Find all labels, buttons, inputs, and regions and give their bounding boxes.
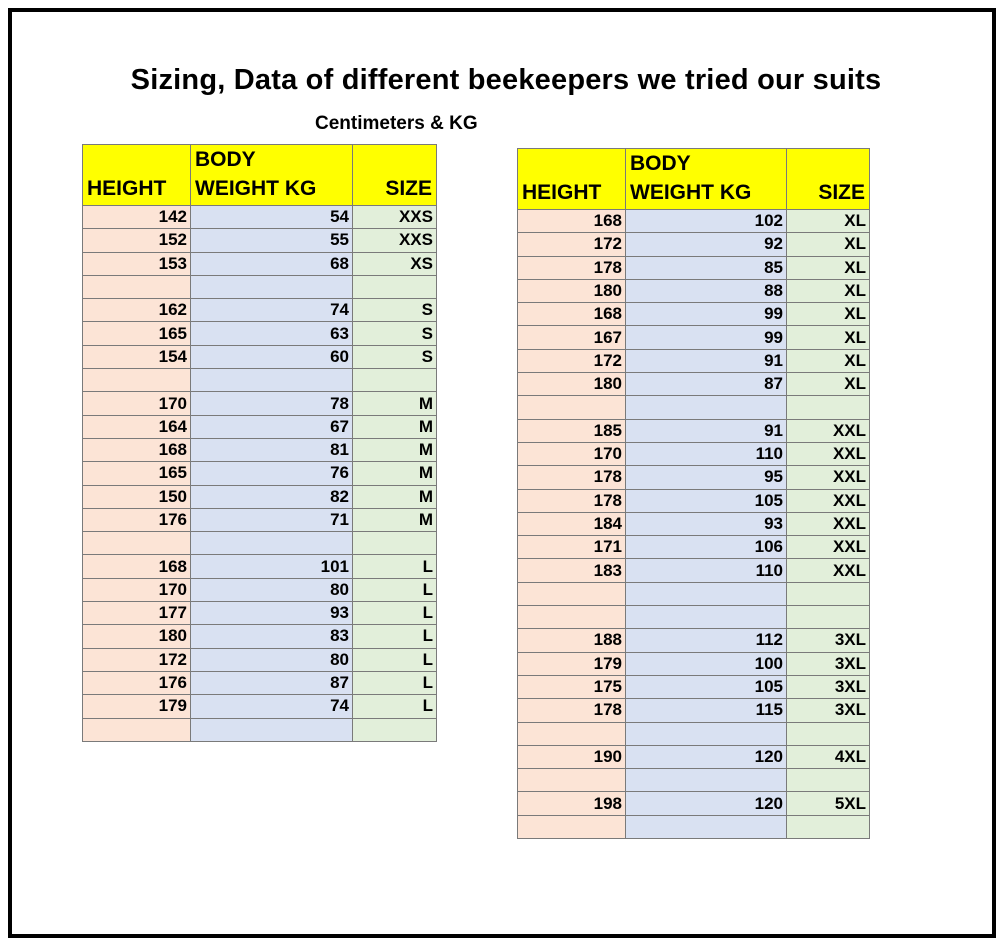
table-row <box>518 699 870 722</box>
table-row <box>518 419 870 442</box>
height-cell: 165 <box>83 462 191 485</box>
table-row <box>518 792 870 815</box>
height-cell <box>83 718 191 741</box>
height-cell: 170 <box>83 578 191 601</box>
height-cell: 183 <box>518 559 626 582</box>
weight-cell: 95 <box>626 466 787 489</box>
weight-cell: 92 <box>626 233 787 256</box>
header-size: SIZE <box>353 145 437 206</box>
table-row <box>83 532 437 555</box>
table-row <box>518 652 870 675</box>
height-cell: 175 <box>518 675 626 698</box>
height-cell <box>518 722 626 745</box>
size-cell: 3XL <box>787 675 870 698</box>
height-cell: 167 <box>518 326 626 349</box>
weight-cell: 100 <box>626 652 787 675</box>
height-cell: 165 <box>83 322 191 345</box>
size-cell: L <box>353 625 437 648</box>
table-row <box>83 275 437 298</box>
size-cell: XXL <box>787 419 870 442</box>
weight-cell <box>191 275 353 298</box>
header-weight-line1: BODY <box>195 148 256 171</box>
weight-cell: 78 <box>191 392 353 415</box>
table-row <box>518 210 870 233</box>
size-cell <box>787 396 870 419</box>
height-cell <box>83 275 191 298</box>
height-cell: 198 <box>518 792 626 815</box>
table-row <box>83 718 437 741</box>
table-row <box>83 695 437 718</box>
size-cell: 3XL <box>787 699 870 722</box>
table-row <box>83 415 437 438</box>
weight-cell: 110 <box>626 442 787 465</box>
weight-cell: 87 <box>191 671 353 694</box>
size-cell: XXL <box>787 442 870 465</box>
table-row <box>518 675 870 698</box>
size-cell: M <box>353 392 437 415</box>
header-body-weight <box>191 145 353 206</box>
size-cell <box>353 369 437 392</box>
table-row <box>83 369 437 392</box>
sizing-table-left <box>82 144 437 742</box>
table-row <box>518 373 870 396</box>
height-cell: 154 <box>83 345 191 368</box>
weight-cell: 71 <box>191 508 353 531</box>
table-row <box>83 625 437 648</box>
height-cell: 188 <box>518 629 626 652</box>
height-cell: 176 <box>83 508 191 531</box>
height-cell <box>518 606 626 629</box>
size-cell: XL <box>787 349 870 372</box>
table-header-row <box>83 145 437 206</box>
table-row <box>518 256 870 279</box>
header-height: HEIGHT <box>83 145 191 206</box>
table-row <box>518 233 870 256</box>
size-cell: XL <box>787 373 870 396</box>
weight-cell: 99 <box>626 303 787 326</box>
height-cell: 150 <box>83 485 191 508</box>
height-cell: 172 <box>83 648 191 671</box>
table-row <box>83 438 437 461</box>
table-body-right <box>518 210 870 839</box>
weight-cell: 93 <box>191 602 353 625</box>
table-row <box>83 252 437 275</box>
size-cell: L <box>353 648 437 671</box>
weight-cell <box>626 396 787 419</box>
size-cell: XS <box>353 252 437 275</box>
table-row <box>518 769 870 792</box>
size-cell: XXL <box>787 536 870 559</box>
table-row <box>518 606 870 629</box>
size-cell: 3XL <box>787 652 870 675</box>
height-cell: 168 <box>518 303 626 326</box>
table-row <box>518 396 870 419</box>
weight-cell: 115 <box>626 699 787 722</box>
weight-cell: 83 <box>191 625 353 648</box>
height-cell: 172 <box>518 233 626 256</box>
table-row <box>83 299 437 322</box>
height-cell: 170 <box>83 392 191 415</box>
table-row <box>83 229 437 252</box>
weight-cell <box>626 815 787 838</box>
weight-cell: 63 <box>191 322 353 345</box>
size-cell: XL <box>787 210 870 233</box>
weight-cell: 91 <box>626 419 787 442</box>
weight-cell: 99 <box>626 326 787 349</box>
height-cell: 179 <box>83 695 191 718</box>
table-row <box>83 462 437 485</box>
height-cell: 178 <box>518 489 626 512</box>
size-cell: L <box>353 578 437 601</box>
table-row <box>83 648 437 671</box>
table-row <box>518 279 870 302</box>
weight-cell <box>626 769 787 792</box>
size-cell: S <box>353 299 437 322</box>
table-row <box>83 322 437 345</box>
table-row <box>83 508 437 531</box>
height-cell: 184 <box>518 512 626 535</box>
table-row <box>518 326 870 349</box>
weight-cell: 60 <box>191 345 353 368</box>
table-body-left <box>83 206 437 742</box>
size-cell: M <box>353 485 437 508</box>
size-cell: 4XL <box>787 745 870 768</box>
height-cell: 172 <box>518 349 626 372</box>
table-row <box>518 303 870 326</box>
weight-cell: 68 <box>191 252 353 275</box>
size-cell: XXL <box>787 559 870 582</box>
size-cell: L <box>353 555 437 578</box>
table-row <box>83 206 437 229</box>
size-cell: XXS <box>353 206 437 229</box>
table-row <box>518 466 870 489</box>
table-row <box>518 815 870 838</box>
weight-cell: 91 <box>626 349 787 372</box>
size-cell <box>787 606 870 629</box>
height-cell: 178 <box>518 466 626 489</box>
weight-cell <box>191 718 353 741</box>
weight-cell: 74 <box>191 299 353 322</box>
height-cell: 185 <box>518 419 626 442</box>
weight-cell: 120 <box>626 745 787 768</box>
weight-cell: 87 <box>626 373 787 396</box>
weight-cell: 102 <box>626 210 787 233</box>
height-cell: 152 <box>83 229 191 252</box>
height-cell: 180 <box>83 625 191 648</box>
table-row <box>83 671 437 694</box>
height-cell: 178 <box>518 699 626 722</box>
header-body-weight <box>626 149 787 210</box>
size-cell: S <box>353 345 437 368</box>
weight-cell: 67 <box>191 415 353 438</box>
table-row <box>518 442 870 465</box>
weight-cell: 55 <box>191 229 353 252</box>
table-row <box>518 629 870 652</box>
table-row <box>518 559 870 582</box>
height-cell: 168 <box>83 438 191 461</box>
page-subtitle: Centimeters & KG <box>315 113 478 134</box>
weight-cell: 120 <box>626 792 787 815</box>
height-cell <box>518 769 626 792</box>
weight-cell <box>191 369 353 392</box>
table-row <box>83 485 437 508</box>
weight-cell: 54 <box>191 206 353 229</box>
size-cell: XL <box>787 303 870 326</box>
height-cell: 180 <box>518 373 626 396</box>
weight-cell <box>626 582 787 605</box>
size-cell: XXS <box>353 229 437 252</box>
size-cell: M <box>353 415 437 438</box>
height-cell: 176 <box>83 671 191 694</box>
size-cell: M <box>353 462 437 485</box>
weight-cell: 105 <box>626 675 787 698</box>
table-row <box>83 345 437 368</box>
size-cell: M <box>353 438 437 461</box>
table-row <box>83 578 437 601</box>
page-title: Sizing, Data of different beekeepers we tried our suits <box>130 64 882 96</box>
size-cell <box>353 718 437 741</box>
size-cell <box>353 532 437 555</box>
size-cell: M <box>353 508 437 531</box>
height-cell: 142 <box>83 206 191 229</box>
height-cell: 190 <box>518 745 626 768</box>
height-cell: 162 <box>83 299 191 322</box>
height-cell: 177 <box>83 602 191 625</box>
header-weight-line2: WEIGHT KG <box>630 181 752 204</box>
weight-cell: 80 <box>191 648 353 671</box>
size-cell: L <box>353 671 437 694</box>
weight-cell <box>191 532 353 555</box>
header-height: HEIGHT <box>518 149 626 210</box>
weight-cell: 101 <box>191 555 353 578</box>
weight-cell: 85 <box>626 256 787 279</box>
weight-cell: 74 <box>191 695 353 718</box>
header-weight-line2: WEIGHT KG <box>195 177 317 200</box>
size-cell <box>787 722 870 745</box>
weight-cell <box>626 606 787 629</box>
size-cell: XXL <box>787 466 870 489</box>
size-cell <box>787 769 870 792</box>
size-cell: S <box>353 322 437 345</box>
header-weight-line1: BODY <box>630 152 691 175</box>
weight-cell: 105 <box>626 489 787 512</box>
weight-cell: 106 <box>626 536 787 559</box>
weight-cell: 88 <box>626 279 787 302</box>
size-cell: 5XL <box>787 792 870 815</box>
height-cell: 164 <box>83 415 191 438</box>
table-row <box>83 602 437 625</box>
weight-cell: 76 <box>191 462 353 485</box>
size-cell: XXL <box>787 489 870 512</box>
table-row <box>518 512 870 535</box>
sizing-table-right <box>517 148 870 839</box>
table-row <box>518 745 870 768</box>
size-cell: XL <box>787 233 870 256</box>
height-cell: 180 <box>518 279 626 302</box>
size-cell: XL <box>787 326 870 349</box>
size-cell: XXL <box>787 512 870 535</box>
size-cell: L <box>353 695 437 718</box>
size-cell: L <box>353 602 437 625</box>
weight-cell: 81 <box>191 438 353 461</box>
weight-cell: 80 <box>191 578 353 601</box>
size-cell <box>787 582 870 605</box>
weight-cell <box>626 722 787 745</box>
table-row <box>83 555 437 578</box>
height-cell <box>83 532 191 555</box>
height-cell: 179 <box>518 652 626 675</box>
size-cell: XL <box>787 256 870 279</box>
height-cell: 168 <box>83 555 191 578</box>
weight-cell: 112 <box>626 629 787 652</box>
height-cell: 170 <box>518 442 626 465</box>
height-cell <box>518 582 626 605</box>
weight-cell: 93 <box>626 512 787 535</box>
height-cell <box>518 396 626 419</box>
weight-cell: 110 <box>626 559 787 582</box>
size-cell <box>353 275 437 298</box>
table-row <box>518 536 870 559</box>
table-row <box>83 392 437 415</box>
height-cell <box>518 815 626 838</box>
table-row <box>518 582 870 605</box>
table-row <box>518 489 870 512</box>
header-size: SIZE <box>787 149 870 210</box>
size-cell: XL <box>787 279 870 302</box>
height-cell: 168 <box>518 210 626 233</box>
table-header-row <box>518 149 870 210</box>
size-cell: 3XL <box>787 629 870 652</box>
size-cell <box>787 815 870 838</box>
height-cell: 153 <box>83 252 191 275</box>
height-cell <box>83 369 191 392</box>
height-cell: 171 <box>518 536 626 559</box>
table-row <box>518 349 870 372</box>
table-row <box>518 722 870 745</box>
height-cell: 178 <box>518 256 626 279</box>
weight-cell: 82 <box>191 485 353 508</box>
